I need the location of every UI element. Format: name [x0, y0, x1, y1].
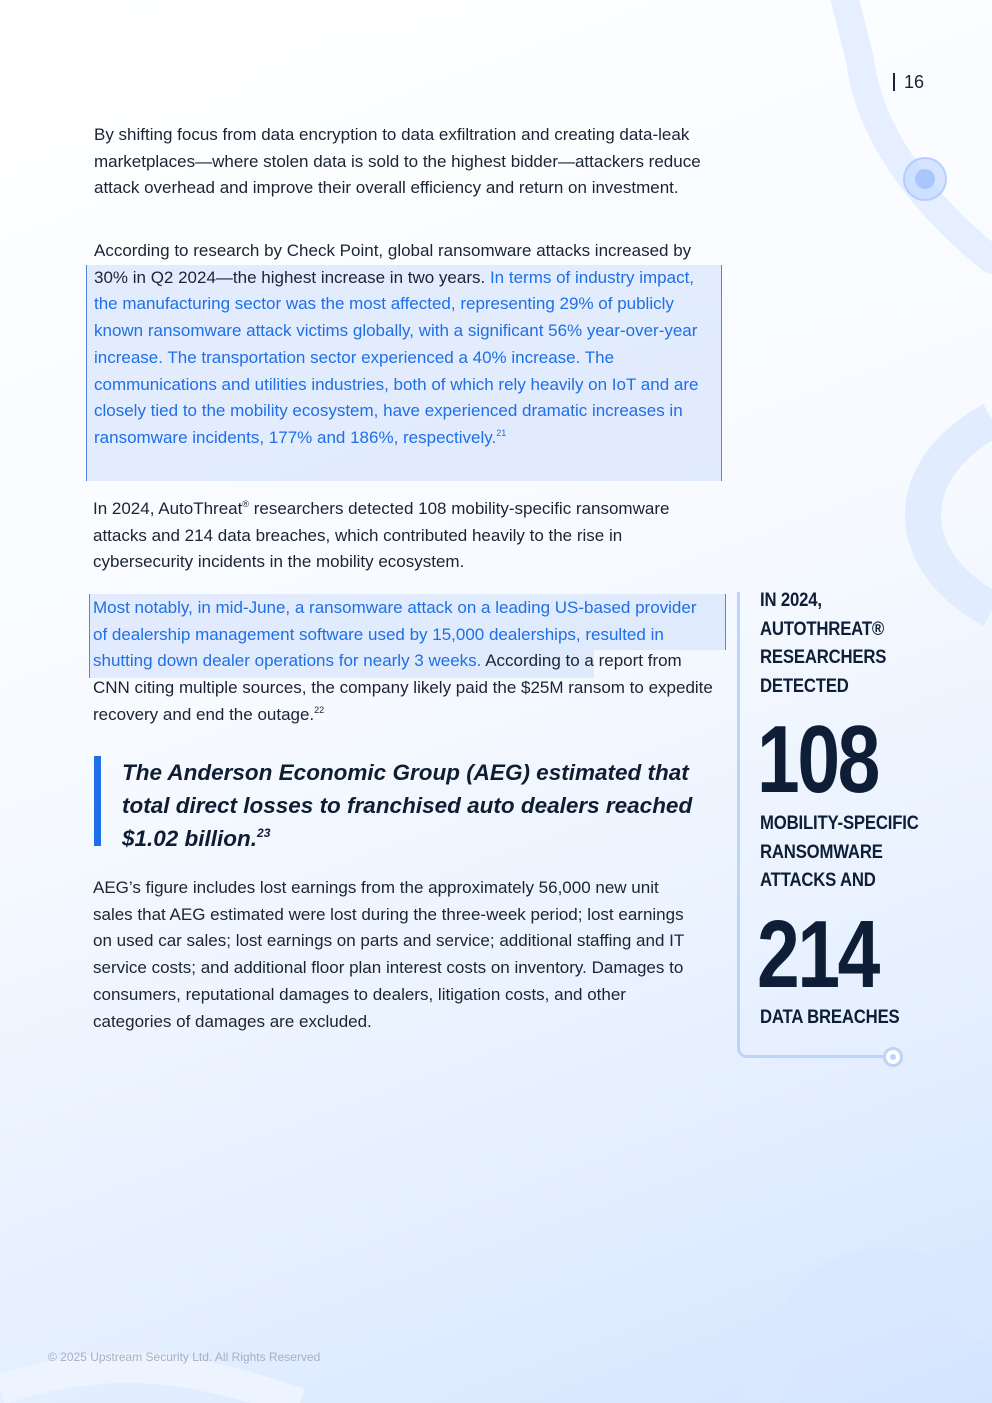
stat-number-breaches: 214 [757, 901, 878, 1008]
page-number-divider [893, 73, 895, 91]
dealership-highlight: Most notably, in mid-June, a ransomware attack on a leading US-based provider of dealership management software used by 15,000 dealerships, resulted in shutting down dealer operations for nearly 3 weeks. [93, 598, 697, 671]
copyright-footer: © 2025 Upstream Security Ltd. All Rights Reserved [48, 1350, 321, 1364]
stat-label-middle: MOBILITY-SPECIFIC RANSOMWARE ATTACKS AND [760, 813, 919, 891]
autothreat-text-start: In 2024, AutoThreat [93, 499, 243, 518]
stat-number-attacks: 108 [757, 706, 878, 813]
page-number-text: 16 [904, 72, 925, 92]
paragraph-check-point [94, 238, 714, 452]
paragraph-dealership-attack [93, 595, 713, 729]
pull-quote-text [122, 756, 694, 855]
autothreat-text-end: researchers detected 108 mobility-specific ransomware attacks and 214 data breaches, which contributed heavily to the rise in cybersecurity incidents in the mobility ecosystem. [93, 499, 670, 572]
check-point-text: According to research by Check Point, global ransomware attacks increased by 30% in Q2 2024—the highest increase in two years. [94, 241, 692, 287]
industry-impact-highlight: In terms of industry impact, the manufacturing sector was the most affected, representing 29% of publicly known ransomware attack victims globally, with a significant 56% year-over-year increase. The transportation sector experienced a 40% increase. The communications and utilities industries, both of which rely heavily on IoT and are closely tied to the mobility ecosystem, have experienced dramatic increases in ransomware incidents, 177% and 186%, respectively. [94, 267, 699, 447]
stat-label-bottom: DATA BREACHES [760, 1007, 900, 1028]
pull-quote [94, 756, 694, 851]
stat-panel-end-dot-icon [883, 1047, 903, 1067]
footnote-ref-22: 22 [314, 704, 325, 715]
paragraph-aeg-figure: AEG’s figure includes lost earnings from the approximately 56,000 new unit sales that AEG estimated were lost during the three-week period; lost earnings on used car sales; lost earnings on parts and service; additional staffing and IT service costs; and additional floor plan interest costs on inventory. Damages to consumers, reputational damages to dealers, litigation costs, and other categories of damages are excluded. [93, 878, 684, 1031]
footnote-ref-21: 21 [496, 427, 507, 438]
paragraph-exfiltration: By shifting focus from data encryption to data exfiltration and creating data-leak marketplaces—where stolen data is sold to the highest bidder—attackers reduce attack overhead and improve their overall efficiency and return on investment. [94, 125, 701, 198]
page-number [893, 72, 924, 93]
registered-mark: ® [242, 499, 249, 509]
decorative-dot-icon [903, 157, 947, 201]
footnote-ref-23: 23 [257, 826, 271, 840]
quote-body: The Anderson Economic Group (AEG) estimated that total direct losses to franchised auto dealers reached $1.02 billion. [122, 760, 693, 851]
paragraph-autothreat [93, 496, 713, 576]
stat-label-top: IN 2024, AUTOTHREAT® RESEARCHERS DETECTED [760, 590, 887, 697]
cnn-report-text: According to a report from CNN citing multiple sources, the company likely paid the $25M ransom to expedite recovery and end the outage. [93, 651, 713, 724]
